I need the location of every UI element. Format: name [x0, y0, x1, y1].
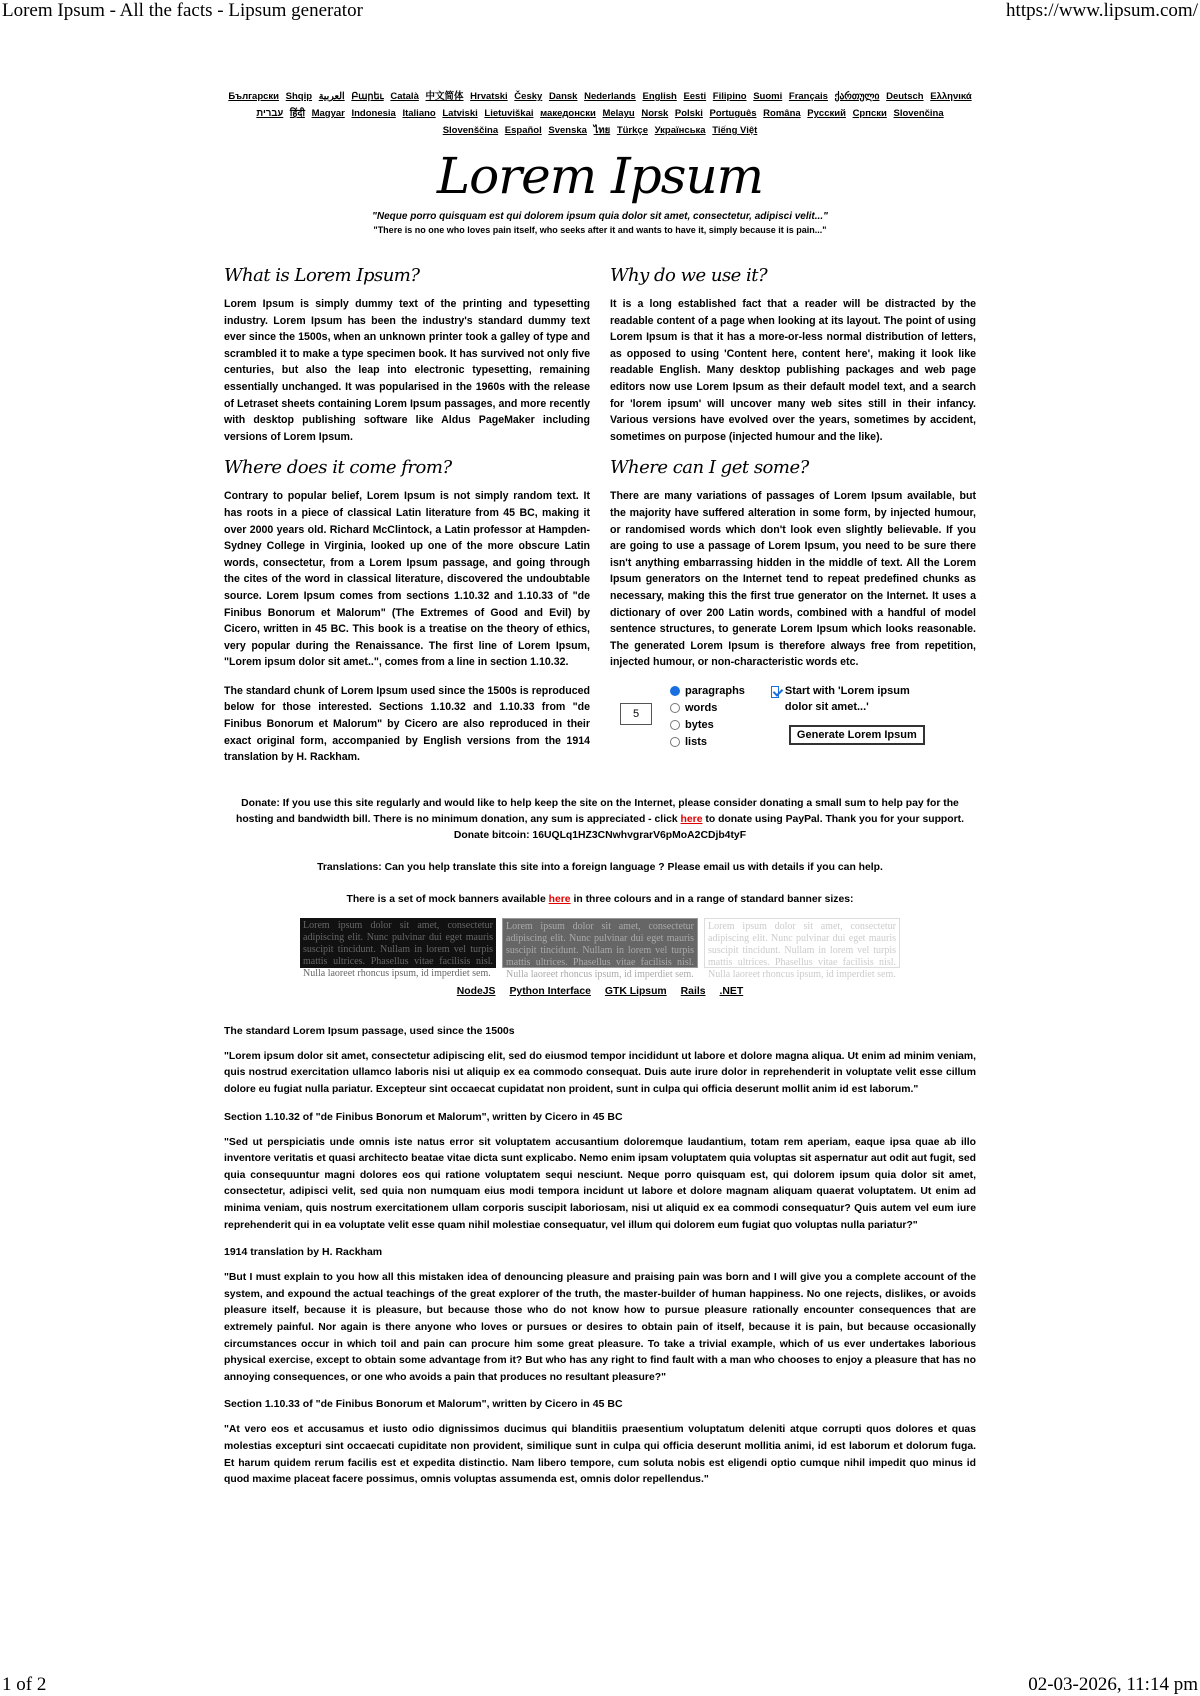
language-link[interactable]: Suomi — [753, 91, 783, 102]
generate-button[interactable]: Generate Lorem Ipsum — [789, 725, 925, 745]
banner-grey[interactable]: Lorem ipsum dolor sit amet, consectetur adipiscing elit. Nunc pulvinar dui eget mauris suscipit tincidunt. Nullam in lorem vel turpis mattis ultrices. Phasellus vitae facilisis nisl. Nulla laoreet rhoncus ipsum, id imperdiet sem. — [502, 918, 698, 968]
translations-paragraph: Translations: Can you help translate this site into a foreign language ? Please email us with details if you can help. — [317, 861, 883, 873]
radio-bytes[interactable]: bytes — [670, 717, 745, 734]
language-link[interactable]: ქართული — [834, 91, 880, 102]
language-link[interactable]: Polski — [674, 108, 703, 119]
language-link[interactable]: Italiano — [402, 108, 436, 119]
language-link[interactable]: Українська — [654, 125, 706, 136]
banner-dark[interactable]: Lorem ipsum dolor sit amet, consectetur adipiscing elit. Nunc pulvinar dui eget mauris suscipit tincidunt. Nullam in lorem vel turpis mattis ultrices. Phasellus vitae facilisis nisl. Nulla laoreet rhoncus ipsum, id imperdiet sem. — [300, 918, 496, 968]
radio-paragraphs[interactable]: paragraphs — [670, 683, 745, 700]
language-link[interactable]: Hrvatski — [470, 91, 508, 102]
passage-text: "Sed ut perspiciatis unde omnis iste natus error sit voluptatem accusantium doloremque laudantium, totam rem aperiam, eaque ipsa quae ab illo inventore veritatis et quasi architecto beatae vitae dicta sunt explicabo. Nemo enim ipsam voluptatem quia voluptas sit aspernatur aut odit aut fugit, sed quia consequuntur magni dolores eos qui ratione voluptatem sequi nesciunt. Neque porro quisquam est, qui dolorem ipsum quia dolor sit amet, consectetur, adipisci velit, sed quia non numquam eius modi tempora incidunt ut labore et dolore magnam aliquam quaerat voluptatem. Ut enim ad minima veniam, quis nostrum exercitationem ullam corporis suscipit laboriosam, nisi ut aliquid ex ea commodi consequatur? Quis autem vel eum iure reprehenderit qui in ea voluptate velit esse quam nihil molestiae consequatur, vel illum qui dolorem eum fugiat quo voluptas nulla pariatur?" — [224, 1136, 976, 1231]
tool-link[interactable]: NodeJS — [456, 985, 496, 997]
radio-dot[interactable] — [670, 737, 680, 747]
columns — [224, 257, 976, 778]
start-with-lorem-checkbox[interactable] — [771, 683, 911, 715]
passage-heading: The standard Lorem Ipsum passage, used since the 1500s — [224, 1024, 515, 1037]
language-link[interactable]: Româna — [763, 108, 801, 119]
generator-options-right — [771, 683, 925, 745]
print-page-title: Lorem Ipsum - All the facts - Lipsum generator — [2, 0, 363, 21]
language-list — [224, 88, 976, 139]
print-page-number: 1 of 2 — [2, 1674, 47, 1695]
language-link[interactable]: Dansk — [548, 91, 578, 102]
language-link[interactable]: Բարեւ — [351, 91, 384, 102]
banners-paragraph: There is a set of mock banners available here in three colours and in a range of standard banner sizes: — [346, 893, 854, 905]
radio-words[interactable]: words — [670, 700, 745, 717]
radio-dot-selected[interactable] — [670, 686, 680, 696]
passage-heading: Section 1.10.32 of "de Finibus Bonorum et Malorum", written by Cicero in 45 BC — [224, 1110, 623, 1123]
print-datetime: 02-03-2026, 11:14 pm — [1028, 1674, 1198, 1695]
quote-latin: "Neque porro quisquam est qui dolorem ipsum quia dolor sit amet, consectetur, adipisci velit..." — [372, 211, 828, 222]
print-url: https://www.lipsum.com/ — [1006, 0, 1198, 21]
site-logo: Lorem Ipsum — [436, 147, 764, 205]
language-link[interactable]: 中文简体 — [425, 91, 464, 102]
language-link[interactable]: Indonesia — [351, 108, 396, 119]
language-link[interactable]: Türkçe — [616, 125, 648, 136]
language-link[interactable]: Lietuviškai — [484, 108, 534, 119]
section-text-why: It is a long established fact that a reader will be distracted by the readable content of a page when looking at its layout. The point of using Lorem Ipsum is that it has a more-or-less normal distribution of letters, as opposed to using 'Content here, content here', making it look like readable English. Many desktop publishing packages and web page editors now use Lorem Ipsum as their default model text, and a search for 'lorem ipsum' will uncover many web sites still in their infancy. Various versions have evolved over the years, sometimes by accident, sometimes on purpose (injected humour and the like). — [610, 298, 976, 443]
language-link[interactable]: Slovenčina — [893, 108, 944, 119]
language-link[interactable]: עברית — [256, 108, 284, 119]
section-title-where-from: Where does it come from? — [224, 457, 452, 479]
donate-paragraph: Donate: If you use this site regularly and would like to help keep the site on the Internet, please consider donating a small sum to help pay for the hosting and bandwidth bill. There is no minimum donation, any sum is appreciated - click here to donate using PayPal. Thank you for your support. Donate bitcoin: 16UQLq1HZ3CNwhvgrarV6pMoA2CDjb4tyF — [235, 797, 965, 841]
radio-dot[interactable] — [670, 703, 680, 713]
language-link[interactable]: Svenska — [548, 125, 587, 136]
checkbox-checked-icon[interactable] — [771, 686, 779, 698]
page-content — [224, 88, 976, 1501]
generator-form — [610, 683, 976, 751]
language-link[interactable]: Melayu — [602, 108, 635, 119]
language-link[interactable]: македонски — [540, 108, 596, 119]
right-column — [610, 257, 976, 778]
banners-link[interactable]: here — [548, 893, 571, 905]
quote-english: "There is no one who loves pain itself, who seeks after it and wants to have it, simply because it is pain..." — [373, 225, 827, 235]
language-link[interactable]: हिंदी — [289, 108, 305, 119]
tool-link[interactable]: Rails — [680, 985, 706, 997]
language-link[interactable]: Shqip — [285, 91, 313, 102]
banner-light[interactable]: Lorem ipsum dolor sit amet, consectetur adipiscing elit. Nunc pulvinar dui eget mauris suscipit tincidunt. Nullam in lorem vel turpis mattis ultrices. Phasellus vitae facilisis nisl. Nulla laoreet rhoncus ipsum, id imperdiet sem. — [704, 918, 900, 968]
tool-link[interactable]: Python Interface — [509, 985, 591, 997]
tool-link[interactable]: GTK Lipsum — [604, 985, 667, 997]
language-link[interactable]: Slovenščina — [442, 125, 499, 136]
passage-heading: 1914 translation by H. Rackham — [224, 1246, 383, 1259]
donate-link[interactable]: here — [680, 813, 703, 825]
language-link[interactable]: Filipino — [712, 91, 747, 102]
language-link[interactable]: ไทย — [593, 125, 611, 136]
language-link[interactable]: Español — [504, 125, 542, 136]
radio-lists[interactable]: lists — [670, 734, 745, 751]
banner-samples — [224, 918, 976, 980]
language-link[interactable]: العربية — [318, 91, 345, 102]
language-link[interactable]: English — [642, 91, 677, 102]
language-link[interactable]: Nederlands — [584, 91, 636, 102]
language-link[interactable]: Latviski — [442, 108, 478, 119]
language-link[interactable]: Català — [390, 91, 419, 102]
language-link[interactable]: Eesti — [683, 91, 707, 102]
section-title-why: Why do we use it? — [610, 265, 768, 286]
section-text-where-from: Contrary to popular belief, Lorem Ipsum is not simply random text. It has roots in a piece of classical Latin literature from 45 BC, making it over 2000 years old. Richard McClintock, a Latin professor at Hampden-Sydney College in Virginia, looked up one of the more obscure Latin words, consectetur, from a Lorem Ipsum passage, and going through the cites of the word in classical literature, discovered the undoubtable source. Lorem Ipsum comes from sections 1.10.32 and 1.10.33 of "de Finibus Bonorum et Malorum" (The Extremes of Good and Evil) by Cicero, written in 45 BC. This book is a treatise on the theory of ethics, very popular during the Renaissance. The first line of Lorem Ipsum, "Lorem ipsum dolor sit amet..", comes from a line in section 1.10.32. — [224, 490, 590, 669]
language-link[interactable]: Français — [788, 91, 828, 102]
language-link[interactable]: Deutsch — [886, 91, 924, 102]
passage-text: "But I must explain to you how all this mistaken idea of denouncing pleasure and praising pain was born and I will give you a complete account of the system, and expound the actual teachings of the great explorer of the truth, the master-builder of human happiness. No one rejects, dislikes, or avoids pleasure itself, because it is pleasure, but because those who do not know how to pursue pleasure rationally encounter consequences that are extremely painful. Nor again is there anyone who loves or pursues or desires to obtain pain of itself, because it is pain, but because occasionally circumstances occur in which toil and pain can procure him some great pleasure. To take a trivial example, which of us ever undertakes laborious physical exercise, except to obtain some advantage from it? But who has any right to find fault with a man who chooses to enjoy a pleasure that has no annoying consequences, or one who avoids a pain that produces no resultant pleasure?" — [224, 1272, 976, 1383]
unit-radio-group — [670, 683, 745, 751]
tool-links — [224, 986, 976, 997]
tool-link[interactable]: .NET — [719, 985, 744, 997]
section-text-standard-chunk: The standard chunk of Lorem Ipsum used since the 1500s is reproduced below for those interested. Sections 1.10.32 and 1.10.33 from "de Finibus Bonorum et Malorum" by Cicero are also reproduced in their exact original form, accompanied by English versions from the 1914 translation by H. Rackham. — [224, 684, 590, 764]
radio-dot[interactable] — [670, 720, 680, 730]
language-link[interactable]: Česky — [514, 91, 543, 102]
passage-text: "Lorem ipsum dolor sit amet, consectetur adipiscing elit, sed do eiusmod tempor incididunt ut labore et dolore magna aliqua. Ut enim ad minim veniam, quis nostrud exercitation ullamco laboris nisi ut aliquip ex ea commodo consequat. Duis aute irure dolor in reprehenderit in voluptate velit esse cillum dolore eu fugiat nulla pariatur. Excepteur sint occaecat cupidatat non proident, sunt in culpa qui officia deserunt mollit anim id est laborum." — [224, 1050, 976, 1096]
language-link[interactable]: Български — [228, 91, 280, 102]
amount-input[interactable]: 5 — [620, 703, 652, 725]
language-link[interactable]: Magyar — [311, 108, 345, 119]
language-link[interactable]: Српски — [852, 108, 887, 119]
language-link[interactable]: Pyccкий — [807, 108, 846, 119]
section-title-what: What is Lorem Ipsum? — [224, 265, 420, 286]
passages — [224, 1025, 976, 1489]
language-link[interactable]: Tiếng Việt — [712, 125, 758, 136]
passage-text: "At vero eos et accusamus et iusto odio dignissimos ducimus qui blanditiis praesentium voluptatum deleniti atque corrupti quos dolores et quas molestias excepturi sint occaecati cupiditate non provident, similique sunt in culpa qui officia deserunt mollitia animi, id est laborum et dolorum fuga. Et harum quidem rerum facilis est et expedita distinctio. Nam libero tempore, cum soluta nobis est eligendi optio cumque nihil impedit quo minus id quod maxime placeat facere possimus, omnis voluptas assumenda est, omnis dolor repellendus." — [224, 1424, 976, 1486]
language-link[interactable]: Norsk — [641, 108, 669, 119]
language-link[interactable]: Ελληνικά — [930, 91, 972, 102]
section-title-where-get: Where can I get some? — [610, 457, 809, 479]
left-column — [224, 257, 590, 778]
start-with-lorem-label: Start with 'Lorem ipsum dolor sit amet...' — [784, 684, 910, 713]
passage-heading: Section 1.10.33 of "de Finibus Bonorum et Malorum", written by Cicero in 45 BC — [224, 1398, 623, 1411]
section-text-where-get: There are many variations of passages of Lorem Ipsum available, but the majority have suffered alteration in some form, by injected humour, or randomised words which don't look even slightly believable. If you are going to use a passage of Lorem Ipsum, you need to be sure there isn't anything embarrassing hidden in the middle of text. All the Lorem Ipsum generators on the Internet tend to repeat predefined chunks as necessary, making this the first true generator on the Internet. It uses a dictionary of over 200 Latin words, combined with a handful of model sentence structures, to generate Lorem Ipsum which looks reasonable. The generated Lorem Ipsum is therefore always free from repetition, injected humour, or non-characteristic words etc. — [610, 490, 976, 669]
language-link[interactable]: Português — [709, 108, 757, 119]
section-text-what: Lorem Ipsum is simply dummy text of the printing and typesetting industry. Lorem Ipsum has been the industry's standard dummy text ever since the 1500s, when an unknown printer took a galley of type and scrambled it to make a type specimen book. It has survived not only five centuries, but also the leap into electronic typesetting, remaining essentially unchanged. It was popularised in the 1960s with the release of Letraset sheets containing Lorem Ipsum passages, and more recently with desktop publishing software like Aldus PageMaker including versions of Lorem Ipsum. — [224, 298, 590, 443]
